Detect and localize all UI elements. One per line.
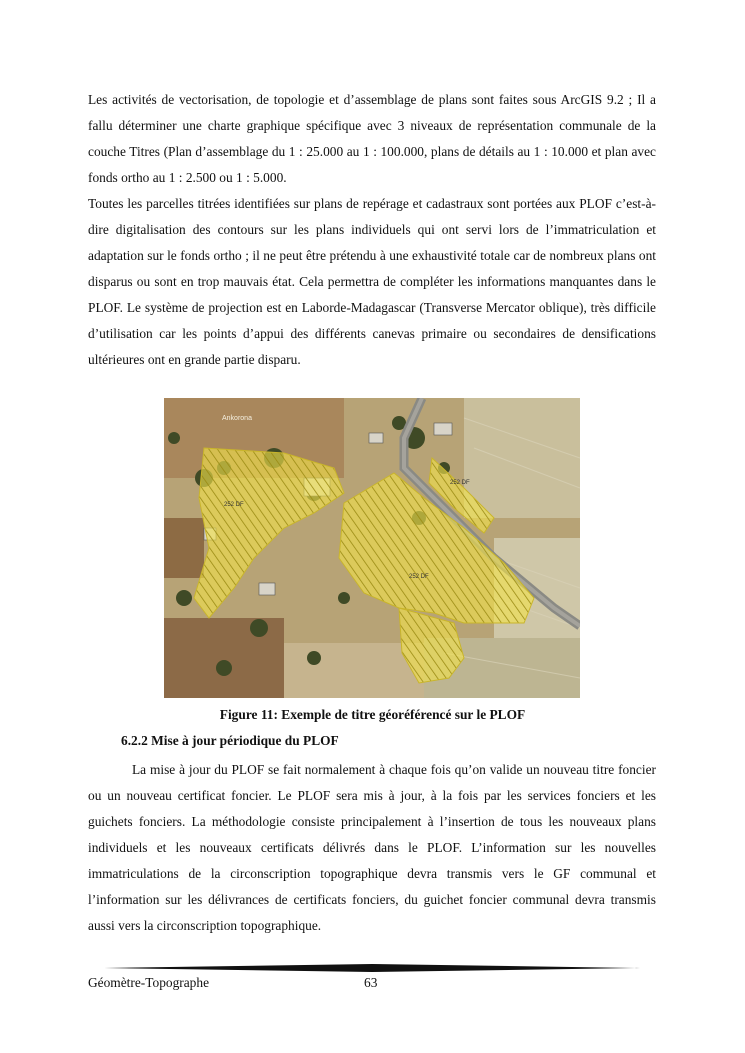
body-paragraph-3: La mise à jour du PLOF se fait normalement à chaque fois qu’on valide un nouveau titre foncier ou un nouveau certificat foncier. Le PLOF sera mis à jour, à la fois par les services fonciers et les guichets fonciers. La méthodologie consiste principalement à l’insertion de tous les nouveaux plans individuels et les nouveaux certificats délivrés dans le PLOF. L’information sur les nouvelles immatriculations de la circonscription topographique devra transmis vers le GF communal et l’information sur les délivrances de certificats fonciers, du guichet foncier communal devra transmis aussi vers la circonscription topographique. [88, 762, 656, 933]
section-heading: 6.2.2 Mise à jour périodique du PLOF [121, 733, 339, 748]
map-label-place: Ankorona [222, 415, 252, 422]
footer-author: Géomètre-Topographe [88, 975, 210, 990]
map-label-parcel-c: 252 DF [409, 574, 429, 580]
page-number: 63 [364, 975, 378, 990]
figure-caption: Figure 11: Exemple de titre géoréférencé sur le PLOF [219, 707, 526, 722]
map-label-parcel-b: 252 DF [450, 480, 470, 486]
body-paragraph-1: Les activités de vectorisation, de topologie et d’assemblage de plans sont faites sous ArcGIS 9.2 ; Il a fallu déterminer une charte graphique spécifique avec 3 niveaux de représentation communale de la couche Titres (Plan d’assemblage du 1 : 25.000 au 1 : 100.000, plans de détails au 1 : 10.000 et plan avec fonds ortho au 1 : 2.500 ou 1 : 5.000. [88, 92, 656, 185]
footer-divider [104, 964, 640, 972]
body-paragraph-2: Toutes les parcelles titrées identifiées sur plans de repérage et cadastraux sont portées aux PLOF c’est-à-dire digitalisation des contours sur les plans individuels qui ont servi lors de l’immatriculation et adaptation sur le fonds ortho ; il ne peut être prétendu à une exhaustivité totale car de nombreux plans ont disparus ou sont en trop mauvais état. Cela permettra de compléter les informations manquantes dans le PLOF. Le système de projection est en Laborde-Madagascar (Transverse Mercator oblique), très difficile d’utilisation car les points d’appui des différents canevas primaire ou secondaires de densifications ultérieures ont en grande partie disparu. [88, 196, 656, 367]
map-label-parcel-a: 252 DF [224, 502, 244, 508]
georeferenced-parcel-image [164, 398, 580, 698]
